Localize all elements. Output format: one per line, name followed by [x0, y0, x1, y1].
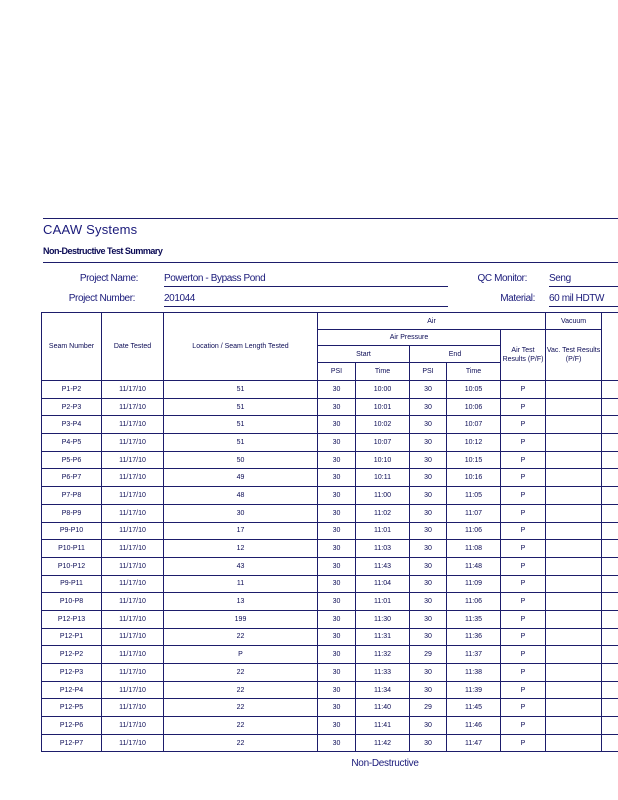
end-time-cell: 10:05 [447, 381, 501, 399]
seam-length-cell: 22 [164, 628, 318, 646]
end-psi-cell: 30 [410, 487, 447, 505]
air-result-cell: P [501, 628, 546, 646]
start-time-cell: 11:42 [356, 734, 410, 752]
air-result-cell: P [501, 416, 546, 434]
vac-result-cell [546, 717, 602, 735]
header-bottom-rule [43, 262, 618, 263]
end-psi-cell: 30 [410, 504, 447, 522]
seam-number-cell: P3-P4 [42, 416, 102, 434]
blank-cell [602, 681, 618, 699]
date-tested-cell: 11/17/10 [102, 487, 164, 505]
seam-length-cell: 13 [164, 593, 318, 611]
table-row [42, 398, 618, 416]
seam-number-header: Seam Number [42, 313, 102, 381]
end-psi-cell: 30 [410, 416, 447, 434]
end-time-cell: 10:06 [447, 398, 501, 416]
blank-cell [602, 469, 618, 487]
start-time-cell: 10:02 [356, 416, 410, 434]
table-row [42, 451, 618, 469]
seam-number-cell: P12-P3 [42, 664, 102, 682]
start-time-cell: 11:34 [356, 681, 410, 699]
air-result-cell: P [501, 717, 546, 735]
seam-length-cell: 51 [164, 398, 318, 416]
seam-number-cell: P10-P12 [42, 557, 102, 575]
vac-result-cell [546, 487, 602, 505]
header-top-rule [43, 218, 618, 219]
start-psi-cell: 30 [318, 664, 356, 682]
end-time-cell: 10:15 [447, 451, 501, 469]
date-tested-cell: 11/17/10 [102, 469, 164, 487]
end-psi-cell: 30 [410, 681, 447, 699]
end-psi-cell: 30 [410, 734, 447, 752]
seam-number-cell: P10-P8 [42, 593, 102, 611]
air-result-cell: P [501, 451, 546, 469]
start-psi-cell: 30 [318, 699, 356, 717]
seam-number-cell: P12-P6 [42, 717, 102, 735]
seam-length-cell: 50 [164, 451, 318, 469]
date-tested-cell: 11/17/10 [102, 664, 164, 682]
air-result-cell: P [501, 487, 546, 505]
seam-number-cell: P8-P9 [42, 504, 102, 522]
date-tested-cell: 11/17/10 [102, 646, 164, 664]
seam-number-cell: P12-P2 [42, 646, 102, 664]
end-psi-cell: 30 [410, 628, 447, 646]
start-psi-header: PSI [318, 363, 356, 381]
seam-length-cell: 11 [164, 575, 318, 593]
end-time-cell: 10:07 [447, 416, 501, 434]
air-result-cell: P [501, 434, 546, 452]
project-number-value: 201044 [164, 293, 448, 307]
seam-length-cell: 22 [164, 681, 318, 699]
vac-result-cell [546, 434, 602, 452]
vac-result-cell [546, 664, 602, 682]
seam-number-cell: P12-P5 [42, 699, 102, 717]
date-tested-cell: 11/17/10 [102, 504, 164, 522]
blank-cell [602, 734, 618, 752]
start-psi-cell: 30 [318, 504, 356, 522]
qc-monitor-value: Seng [549, 273, 618, 287]
start-time-cell: 11:40 [356, 699, 410, 717]
seam-number-cell: P6-P7 [42, 469, 102, 487]
blank-cell [602, 717, 618, 735]
end-time-cell: 11:08 [447, 540, 501, 558]
seam-length-cell: 51 [164, 416, 318, 434]
date-tested-cell: 11/17/10 [102, 610, 164, 628]
seam-length-cell: 51 [164, 434, 318, 452]
vac-result-cell [546, 451, 602, 469]
start-time-cell: 11:04 [356, 575, 410, 593]
end-psi-cell: 30 [410, 593, 447, 611]
start-psi-cell: 30 [318, 434, 356, 452]
table-row [42, 487, 618, 505]
start-psi-cell: 30 [318, 487, 356, 505]
seam-number-cell: P1-P2 [42, 381, 102, 399]
blank-cell [602, 593, 618, 611]
blank-cell [602, 557, 618, 575]
company-name: CAAW Systems [43, 222, 138, 237]
end-time-cell: 11:07 [447, 504, 501, 522]
vac-result-cell [546, 593, 602, 611]
blank-cell [602, 628, 618, 646]
end-psi-header: PSI [410, 363, 447, 381]
seam-length-cell: 199 [164, 610, 318, 628]
table-row [42, 681, 618, 699]
vac-test-results-header: Vac. Test Results (P/F) [546, 330, 602, 381]
blank-cell [602, 451, 618, 469]
end-header: End [410, 346, 501, 363]
end-time-cell: 11:35 [447, 610, 501, 628]
start-psi-cell: 30 [318, 575, 356, 593]
start-psi-cell: 30 [318, 646, 356, 664]
air-result-cell: P [501, 734, 546, 752]
end-psi-cell: 30 [410, 610, 447, 628]
table-row [42, 610, 618, 628]
start-time-cell: 10:00 [356, 381, 410, 399]
seam-number-cell: P4-P5 [42, 434, 102, 452]
blank-cell [602, 398, 618, 416]
vac-result-cell [546, 522, 602, 540]
seam-length-cell: 48 [164, 487, 318, 505]
end-time-cell: 11:06 [447, 522, 501, 540]
table-row [42, 540, 618, 558]
seam-length-cell: 17 [164, 522, 318, 540]
end-time-cell: 11:46 [447, 717, 501, 735]
start-time-cell: 10:11 [356, 469, 410, 487]
seam-number-cell: P12-P4 [42, 681, 102, 699]
start-time-cell: 11:43 [356, 557, 410, 575]
date-tested-cell: 11/17/10 [102, 717, 164, 735]
start-time-cell: 10:10 [356, 451, 410, 469]
seam-length-cell: P [164, 646, 318, 664]
vac-result-cell [546, 681, 602, 699]
date-tested-cell: 11/17/10 [102, 734, 164, 752]
date-tested-cell: 11/17/10 [102, 416, 164, 434]
blank-cell [602, 575, 618, 593]
start-psi-cell: 30 [318, 381, 356, 399]
air-result-cell: P [501, 381, 546, 399]
air-result-cell: P [501, 699, 546, 717]
start-psi-cell: 30 [318, 469, 356, 487]
start-psi-cell: 30 [318, 540, 356, 558]
end-psi-cell: 30 [410, 434, 447, 452]
date-tested-cell: 11/17/10 [102, 398, 164, 416]
air-result-cell: P [501, 522, 546, 540]
start-header: Start [318, 346, 410, 363]
vacuum-header: Vacuum [546, 313, 602, 330]
vac-result-cell [546, 610, 602, 628]
project-number-label: Project Number: [68, 293, 135, 304]
seam-number-cell: P12-P1 [42, 628, 102, 646]
blank-cell [602, 487, 618, 505]
blank-cell [602, 610, 618, 628]
end-psi-cell: 30 [410, 398, 447, 416]
table-row [42, 434, 618, 452]
table-row [42, 734, 618, 752]
end-time-cell: 11:39 [447, 681, 501, 699]
end-time-cell: 10:12 [447, 434, 501, 452]
seam-number-cell: P2-P3 [42, 398, 102, 416]
start-psi-cell: 30 [318, 451, 356, 469]
blank-cell [602, 540, 618, 558]
start-psi-cell: 30 [318, 557, 356, 575]
material-value: 60 mil HDTW [549, 293, 618, 307]
project-name-label: Project Name: [79, 273, 138, 284]
seam-number-cell: P9-P10 [42, 522, 102, 540]
table-row [42, 646, 618, 664]
end-time-cell: 11:37 [447, 646, 501, 664]
seam-length-cell: 51 [164, 381, 318, 399]
seam-length-cell: 49 [164, 469, 318, 487]
start-psi-cell: 30 [318, 610, 356, 628]
start-psi-cell: 30 [318, 628, 356, 646]
table-row [42, 593, 618, 611]
air-result-cell: P [501, 557, 546, 575]
end-time-cell: 11:06 [447, 593, 501, 611]
date-tested-cell: 11/17/10 [102, 540, 164, 558]
end-psi-cell: 30 [410, 381, 447, 399]
end-time-cell: 11:45 [447, 699, 501, 717]
date-tested-cell: 11/17/10 [102, 575, 164, 593]
date-tested-cell: 11/17/10 [102, 381, 164, 399]
end-psi-cell: 30 [410, 664, 447, 682]
table-row [42, 504, 618, 522]
end-time-cell: 11:05 [447, 487, 501, 505]
air-result-cell: P [501, 610, 546, 628]
vac-result-cell [546, 416, 602, 434]
start-psi-cell: 30 [318, 398, 356, 416]
end-psi-cell: 30 [410, 717, 447, 735]
blank-header-cell [602, 313, 618, 381]
table-row [42, 416, 618, 434]
start-time-header: Time [356, 363, 410, 381]
seam-number-cell: P12-P13 [42, 610, 102, 628]
start-time-cell: 11:00 [356, 487, 410, 505]
table-row [42, 469, 618, 487]
end-psi-cell: 30 [410, 540, 447, 558]
vac-result-cell [546, 575, 602, 593]
vac-result-cell [546, 734, 602, 752]
seam-length-cell: 22 [164, 664, 318, 682]
end-psi-cell: 30 [410, 557, 447, 575]
material-label: Material: [500, 293, 535, 304]
blank-cell [602, 699, 618, 717]
seam-number-cell: P9-P11 [42, 575, 102, 593]
air-pressure-header: Air Pressure [318, 330, 501, 346]
start-psi-cell: 30 [318, 416, 356, 434]
end-time-header: Time [447, 363, 501, 381]
seam-test-table [41, 312, 618, 752]
date-tested-cell: 11/17/10 [102, 451, 164, 469]
table-row [42, 664, 618, 682]
seam-length-cell: 12 [164, 540, 318, 558]
date-tested-cell: 11/17/10 [102, 628, 164, 646]
start-time-cell: 11:41 [356, 717, 410, 735]
date-tested-cell: 11/17/10 [102, 593, 164, 611]
end-time-cell: 11:09 [447, 575, 501, 593]
end-time-cell: 11:36 [447, 628, 501, 646]
start-time-cell: 11:01 [356, 593, 410, 611]
vac-result-cell [546, 381, 602, 399]
vac-result-cell [546, 557, 602, 575]
air-test-results-header: Air Test Results (P/F) [501, 330, 546, 381]
end-psi-cell: 29 [410, 646, 447, 664]
vac-result-cell [546, 540, 602, 558]
seam-number-cell: P7-P8 [42, 487, 102, 505]
start-psi-cell: 30 [318, 522, 356, 540]
seam-length-cell: 43 [164, 557, 318, 575]
table-row [42, 557, 618, 575]
date-tested-cell: 11/17/10 [102, 681, 164, 699]
end-psi-cell: 30 [410, 451, 447, 469]
air-result-cell: P [501, 646, 546, 664]
table-row [42, 575, 618, 593]
table-row [42, 381, 618, 399]
blank-cell [602, 416, 618, 434]
sheet-footer-label: Non-Destructive [351, 758, 419, 769]
date-tested-cell: 11/17/10 [102, 434, 164, 452]
air-header: Air [318, 313, 546, 330]
air-result-cell: P [501, 398, 546, 416]
end-time-cell: 11:38 [447, 664, 501, 682]
start-time-cell: 10:07 [356, 434, 410, 452]
blank-cell [602, 381, 618, 399]
vac-result-cell [546, 469, 602, 487]
seam-length-cell: 22 [164, 717, 318, 735]
start-time-cell: 10:01 [356, 398, 410, 416]
start-psi-cell: 30 [318, 593, 356, 611]
start-psi-cell: 30 [318, 734, 356, 752]
vac-result-cell [546, 646, 602, 664]
blank-cell [602, 522, 618, 540]
seam-number-cell: P12-P7 [42, 734, 102, 752]
air-result-cell: P [501, 504, 546, 522]
seam-length-cell: 30 [164, 504, 318, 522]
start-psi-cell: 30 [318, 681, 356, 699]
air-result-cell: P [501, 469, 546, 487]
seam-number-cell: P5-P6 [42, 451, 102, 469]
date-tested-cell: 11/17/10 [102, 699, 164, 717]
seam-length-cell: 22 [164, 699, 318, 717]
start-time-cell: 11:01 [356, 522, 410, 540]
start-time-cell: 11:32 [356, 646, 410, 664]
table-row [42, 717, 618, 735]
table-row [42, 628, 618, 646]
start-time-cell: 11:33 [356, 664, 410, 682]
vac-result-cell [546, 699, 602, 717]
vac-result-cell [546, 398, 602, 416]
blank-cell [602, 646, 618, 664]
start-time-cell: 11:03 [356, 540, 410, 558]
blank-cell [602, 434, 618, 452]
end-time-cell: 10:16 [447, 469, 501, 487]
blank-cell [602, 664, 618, 682]
vac-result-cell [546, 504, 602, 522]
air-result-cell: P [501, 681, 546, 699]
start-time-cell: 11:31 [356, 628, 410, 646]
end-psi-cell: 30 [410, 575, 447, 593]
end-time-cell: 11:47 [447, 734, 501, 752]
seam-length-cell: 22 [164, 734, 318, 752]
blank-cell [602, 504, 618, 522]
vac-result-cell [546, 628, 602, 646]
air-result-cell: P [501, 540, 546, 558]
start-time-cell: 11:30 [356, 610, 410, 628]
air-result-cell: P [501, 664, 546, 682]
seam-number-cell: P10-P11 [42, 540, 102, 558]
start-time-cell: 11:02 [356, 504, 410, 522]
air-result-cell: P [501, 593, 546, 611]
air-result-cell: P [501, 575, 546, 593]
end-psi-cell: 30 [410, 469, 447, 487]
end-psi-cell: 30 [410, 522, 447, 540]
start-psi-cell: 30 [318, 717, 356, 735]
end-time-cell: 11:48 [447, 557, 501, 575]
qc-monitor-label: QC Monitor: [477, 273, 527, 284]
location-header: Location / Seam Length Tested [164, 313, 318, 381]
table-row [42, 522, 618, 540]
project-name-value: Powerton - Bypass Pond [164, 273, 448, 287]
end-psi-cell: 29 [410, 699, 447, 717]
date-tested-cell: 11/17/10 [102, 557, 164, 575]
table-row [42, 699, 618, 717]
date-tested-cell: 11/17/10 [102, 522, 164, 540]
date-tested-header: Date Tested [102, 313, 164, 381]
report-title: Non-Destructive Test Summary [43, 246, 163, 256]
